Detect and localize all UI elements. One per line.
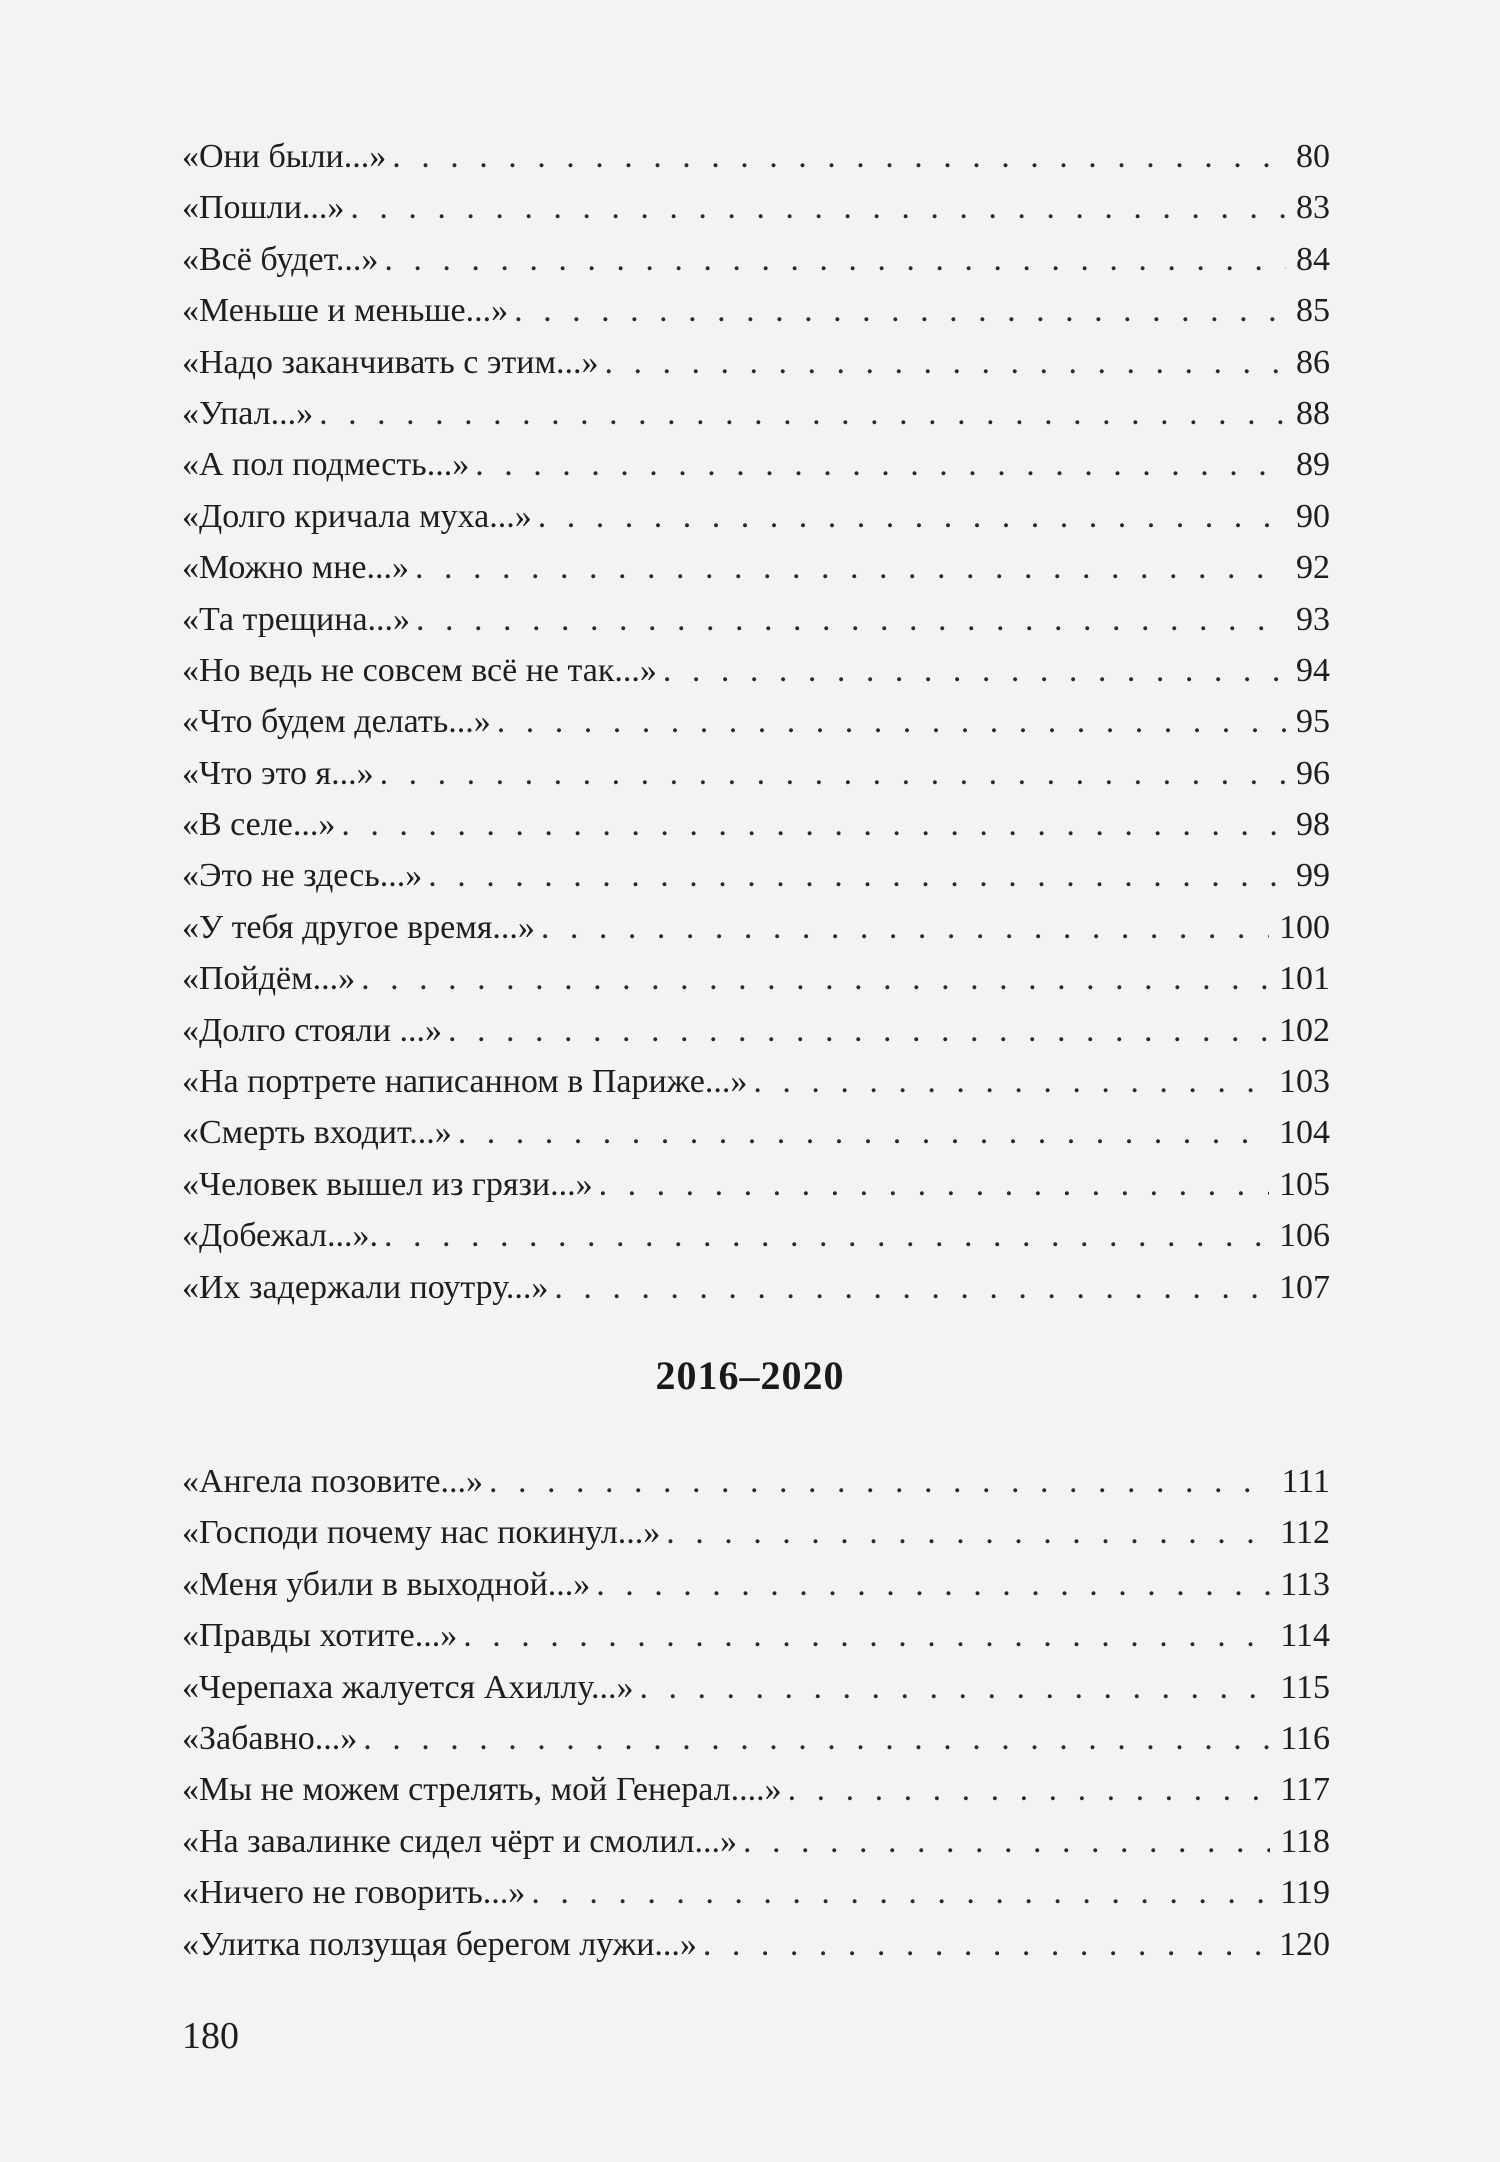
dot-leader xyxy=(341,799,1286,850)
toc-entry-page: 102 xyxy=(1279,1011,1330,1049)
toc-entry xyxy=(182,1559,1330,1610)
toc-entry-page: 119 xyxy=(1280,1874,1330,1912)
toc-entry xyxy=(182,285,1330,336)
toc-entry-page: 105 xyxy=(1279,1165,1330,1203)
toc-entry-title: «Что это я...» xyxy=(182,754,374,792)
dot-leader xyxy=(788,1764,1271,1815)
toc-entry-page: 104 xyxy=(1279,1114,1330,1152)
toc-entry-title: «Упал...» xyxy=(182,394,314,432)
toc-entry-title: «В селе...» xyxy=(182,806,336,844)
toc-entry xyxy=(182,594,1330,645)
toc-entry xyxy=(182,1107,1330,1158)
toc-entry xyxy=(182,1764,1330,1815)
toc-section-2 xyxy=(182,1456,1330,1970)
toc-entry-title: «У тебя другое время...» xyxy=(182,908,535,946)
toc-entry-page: 92 xyxy=(1296,549,1330,587)
toc-entry xyxy=(182,1262,1330,1313)
dot-leader xyxy=(415,542,1286,593)
dot-leader xyxy=(392,131,1286,182)
toc-entry xyxy=(182,491,1330,542)
dot-leader xyxy=(538,491,1286,542)
dot-leader xyxy=(666,1507,1270,1558)
dot-leader xyxy=(475,439,1286,490)
dot-leader xyxy=(596,1559,1270,1610)
toc-entry-title: «Пойдём...» xyxy=(182,960,356,998)
toc-entry-title: «Меньше и меньше...» xyxy=(182,292,509,330)
toc-entry-page: 84 xyxy=(1296,240,1330,278)
toc-entry xyxy=(182,1507,1330,1558)
toc-entry-title: «Человек вышел из грязи...» xyxy=(182,1165,593,1203)
toc-entry-title: «Всё будет...» xyxy=(182,240,379,278)
toc-entry-title: «Пошли...» xyxy=(182,189,345,227)
toc-entry xyxy=(182,748,1330,799)
toc-entry-page: 111 xyxy=(1281,1463,1330,1500)
toc-entry-title: «Забавно...» xyxy=(182,1719,358,1757)
toc-entry xyxy=(182,234,1330,285)
toc-entry-page: 113 xyxy=(1280,1565,1330,1603)
toc-entry xyxy=(182,1456,1330,1507)
toc-entry-title: «Ангела позовите...» xyxy=(182,1463,484,1500)
dot-leader xyxy=(604,337,1286,388)
toc-entry-title: «Та трещина...» xyxy=(182,600,411,638)
toc-entry-title: «Можно мне...» xyxy=(182,549,410,587)
toc-entry-title: «Мы не можем стрелять, мой Генерал....» xyxy=(182,1771,782,1809)
toc-entry-page: 88 xyxy=(1296,394,1330,432)
dot-leader xyxy=(541,902,1269,953)
toc-entry xyxy=(182,645,1330,696)
toc-entry-title: «Они были...» xyxy=(182,138,387,175)
toc-entry-title: «Что будем делать...» xyxy=(182,703,491,741)
toc-entry xyxy=(182,696,1330,747)
dot-leader xyxy=(463,1610,1270,1661)
toc-entry-title: «Долго стояли ...» xyxy=(182,1011,442,1049)
toc-entry xyxy=(182,902,1330,953)
toc-entry xyxy=(182,439,1330,490)
dot-leader xyxy=(384,234,1286,285)
dot-leader xyxy=(531,1867,1270,1918)
toc-entry-page: 114 xyxy=(1280,1617,1330,1655)
dot-leader xyxy=(639,1662,1270,1713)
toc-entry-title: «Смерть входит...» xyxy=(182,1114,452,1152)
toc-entry xyxy=(182,799,1330,850)
toc-entry-title: «Надо заканчивать с этим...» xyxy=(182,343,599,381)
toc-entry xyxy=(182,131,1330,182)
dot-leader xyxy=(458,1107,1269,1158)
dot-leader xyxy=(361,953,1269,1004)
section-heading: 2016–2020 xyxy=(655,1353,845,1398)
toc-entry-page: 90 xyxy=(1296,497,1330,535)
toc-entry-page: 98 xyxy=(1296,806,1330,844)
toc-entry xyxy=(182,1210,1330,1261)
toc-entry-page: 93 xyxy=(1296,600,1330,638)
dot-leader xyxy=(384,1210,1269,1261)
toc-entry-page: 99 xyxy=(1296,857,1330,895)
dot-leader xyxy=(753,1056,1269,1107)
toc-entry xyxy=(182,1867,1330,1918)
toc-entry xyxy=(182,388,1330,439)
toc-entry xyxy=(182,1713,1330,1764)
toc-entry-title: «Долго кричала муха...» xyxy=(182,497,532,535)
toc-entry-title: «Ничего не говорить...» xyxy=(182,1874,526,1912)
toc-entry-title: «Их задержали поутру...» xyxy=(182,1268,549,1306)
toc-entry-page: 118 xyxy=(1280,1822,1330,1860)
dot-leader xyxy=(489,1456,1271,1507)
toc-entry-page: 85 xyxy=(1296,292,1330,330)
dot-leader xyxy=(380,748,1286,799)
dot-leader xyxy=(363,1713,1270,1764)
toc-entry-title: «Это не здесь...» xyxy=(182,857,423,895)
toc-entry xyxy=(182,1159,1330,1210)
dot-leader xyxy=(703,1919,1269,1970)
toc-entry-page: 103 xyxy=(1279,1063,1330,1101)
dot-leader xyxy=(743,1816,1270,1867)
toc-entry xyxy=(182,337,1330,388)
dot-leader xyxy=(448,1005,1269,1056)
dot-leader xyxy=(497,696,1286,747)
toc-entry-page: 120 xyxy=(1279,1925,1330,1963)
dot-leader xyxy=(350,182,1286,233)
toc-entry-title: «Но ведь не совсем всё не так...» xyxy=(182,651,657,689)
toc-entry-page: 100 xyxy=(1279,908,1330,946)
toc-entry-title: «А пол подместь...» xyxy=(182,446,470,484)
dot-leader xyxy=(514,285,1286,336)
toc-entry xyxy=(182,1005,1330,1056)
dot-leader xyxy=(599,1159,1269,1210)
toc-entry-title: «Правды хотите...» xyxy=(182,1617,458,1655)
toc-entry-page: 80 xyxy=(1296,138,1330,175)
toc-entry-page: 115 xyxy=(1280,1668,1330,1706)
toc-section-1 xyxy=(182,131,1330,1313)
toc-entry-title: «Меня убили в выходной...» xyxy=(182,1565,591,1603)
toc-entry-page: 94 xyxy=(1296,651,1330,689)
toc-entry-page: 112 xyxy=(1280,1514,1330,1552)
dot-leader xyxy=(416,594,1286,645)
toc-entry-title: «Улитка ползущая берегом лужи...» xyxy=(182,1925,697,1963)
toc-entry-page: 106 xyxy=(1279,1217,1330,1255)
toc-entry xyxy=(182,182,1330,233)
toc-entry-title: «На портрете написанном в Париже...» xyxy=(182,1063,748,1101)
dot-leader xyxy=(663,645,1286,696)
toc-entry xyxy=(182,1610,1330,1661)
toc-entry-title: «Черепаха жалуется Ахиллу...» xyxy=(182,1668,634,1706)
toc-entry-page: 83 xyxy=(1296,189,1330,227)
dot-leader xyxy=(428,850,1286,901)
toc-entry-page: 117 xyxy=(1280,1771,1330,1809)
page-number: 180 xyxy=(182,2015,239,2057)
toc-entry-title: «На завалинке сидел чёрт и смолил...» xyxy=(182,1822,738,1860)
toc-entry-page: 116 xyxy=(1280,1719,1330,1757)
toc-entry-title: «Господи почему нас покинул...» xyxy=(182,1514,661,1552)
toc-entry-page: 107 xyxy=(1279,1268,1330,1306)
toc-entry xyxy=(182,1816,1330,1867)
toc-entry-page: 89 xyxy=(1296,446,1330,484)
dot-leader xyxy=(554,1262,1269,1313)
toc-entry xyxy=(182,542,1330,593)
toc-entry-page: 95 xyxy=(1296,703,1330,741)
toc-entry-page: 86 xyxy=(1296,343,1330,381)
toc-entry-page: 96 xyxy=(1296,754,1330,792)
dot-leader xyxy=(319,388,1286,439)
toc-entry-page: 101 xyxy=(1279,960,1330,998)
toc-entry xyxy=(182,953,1330,1004)
toc-entry xyxy=(182,1056,1330,1107)
toc-entry xyxy=(182,1919,1330,1970)
toc-entry xyxy=(182,850,1330,901)
toc-entry-title: «Добежал...». xyxy=(182,1217,378,1255)
toc-entry xyxy=(182,1662,1330,1713)
